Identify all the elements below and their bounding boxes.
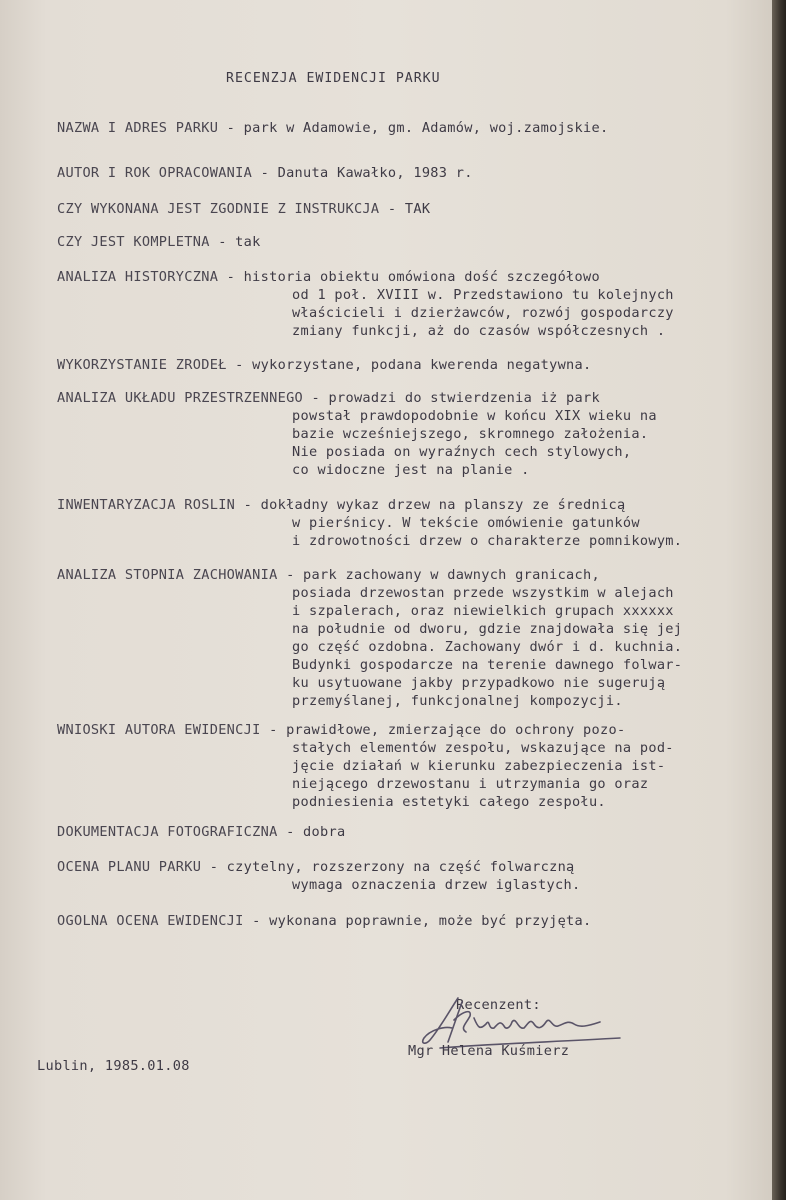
park-plan-line: [57, 858, 575, 876]
historical-analysis-text: - historia obiektu omówiona dość szczegółowo: [218, 269, 600, 285]
complete-line: [57, 233, 261, 251]
preservation-heading: ANALIZA STOPNIA ZACHOWANIA: [57, 567, 278, 583]
conclusions-text: - prawidłowe, zmierzające do ochrony pozo-: [260, 722, 626, 738]
park-plan-heading: OCENA PLANU PARKU: [57, 859, 202, 875]
author-heading: AUTOR I ROK OPRACOWANIA: [57, 165, 253, 181]
page-edge-shadow: [772, 0, 786, 1200]
reviewer-label: Recenzent:: [456, 997, 541, 1013]
author-value: - Danuta Kawałko, 1983 r.: [252, 165, 473, 181]
conclusions-cont-3: niejącego drzewostanu i utrzymania go oraz: [292, 776, 649, 792]
reviewer-name: Mgr Helena Kuśmierz: [408, 1043, 570, 1059]
park-name-value: - park w Adamowie, gm. Adamów, woj.zamojskie.: [218, 120, 609, 136]
historical-analysis-cont-3: zmiany funkcji, aż do czasów współczesnych .: [292, 323, 666, 339]
plant-inventory-heading: INWENTARYZACJA ROSLIN: [57, 497, 236, 513]
preservation-line: [57, 566, 600, 584]
complete-heading: CZY JEST KOMPLETNA: [57, 234, 210, 250]
park-name-heading: NAZWA I ADRES PARKU: [57, 120, 219, 136]
sources-heading: WYKORZYSTANIE ZRODEŁ: [57, 357, 227, 373]
preservation-cont-4: go część ozdobna. Zachowany dwór i d. kuchnia.: [292, 639, 683, 655]
preservation-cont-6: ku usytuowane jakby przypadkowo nie sugerują: [292, 675, 666, 691]
preservation-cont-7: przemyślanej, funkcjonalnej kompozycji.: [292, 693, 623, 709]
historical-analysis-cont-2: właścicieli i dzierżawców, rozwój gospodarczy: [292, 305, 674, 321]
instruction-heading: CZY WYKONANA JEST ZGODNIE Z INSTRUKCJA: [57, 201, 380, 217]
park-plan-cont-1: wymaga oznaczenia drzew iglastych.: [292, 877, 581, 893]
park-name-line: [57, 119, 608, 137]
sources-line: [57, 356, 592, 374]
spatial-analysis-cont-1: powstał prawdopodobnie w końcu XIX wieku na: [292, 408, 657, 424]
complete-value: - tak: [209, 234, 261, 250]
historical-analysis-line: [57, 268, 600, 286]
conclusions-cont-1: stałych elementów zespołu, wskazujące na pod-: [292, 740, 674, 756]
conclusions-cont-2: jęcie działań w kierunku zabezpieczenia ist-: [292, 758, 666, 774]
document-title: RECENZJA EWIDENCJI PARKU: [226, 71, 441, 86]
spatial-analysis-text: - prowadzi do stwierdzenia iż park: [303, 390, 600, 406]
sources-value: - wykorzystane, podana kwerenda negatywna.: [226, 357, 592, 373]
overall-assessment-heading: OGOLNA OCENA EWIDENCJI: [57, 913, 244, 929]
instruction-line: [57, 200, 430, 218]
plant-inventory-line: [57, 496, 625, 514]
conclusions-cont-4: podniesienia estetyki całego zespołu.: [292, 794, 606, 810]
spatial-analysis-heading: ANALIZA UKŁADU PRZESTRZENNEGO: [57, 390, 304, 406]
conclusions-heading: WNIOSKI AUTORA EWIDENCJI: [57, 722, 261, 738]
overall-assessment-line: [57, 912, 592, 930]
author-line: [57, 164, 473, 182]
overall-assessment-value: - wykonana poprawnie, może być przyjęta.: [243, 913, 592, 929]
historical-analysis-heading: ANALIZA HISTORYCZNA: [57, 269, 219, 285]
plant-inventory-cont-2: i zdrowotności drzew o charakterze pomnikowym.: [292, 533, 683, 549]
photo-documentation-value: - dobra: [277, 824, 346, 840]
photo-documentation-line: [57, 823, 345, 841]
preservation-cont-5: Budynki gospodarcze na terenie dawnego folwar-: [292, 657, 683, 673]
photo-documentation-heading: DOKUMENTACJA FOTOGRAFICZNA: [57, 824, 278, 840]
preservation-cont-3: na południe od dworu, gdzie znajdowała się jej: [292, 621, 683, 637]
conclusions-line: [57, 721, 625, 739]
spatial-analysis-line: [57, 389, 600, 407]
park-plan-text: - czytelny, rozszerzony na część folwarczną: [201, 859, 575, 875]
instruction-value: - TAK: [379, 201, 431, 217]
spatial-analysis-cont-2: bazie wcześniejszego, skromnego założenia.: [292, 426, 649, 442]
spatial-analysis-cont-4: co widoczne jest na planie .: [292, 462, 530, 478]
spatial-analysis-cont-3: Nie posiada on wyraźnych cech stylowych,: [292, 444, 632, 460]
preservation-cont-2: i szpalerach, oraz niewielkich grupach xxxxxx: [292, 603, 674, 619]
plant-inventory-text: - dokładny wykaz drzew na planszy ze średnicą: [235, 497, 626, 513]
preservation-text: - park zachowany w dawnych granicach,: [277, 567, 600, 583]
historical-analysis-cont-1: od 1 poł. XVIII w. Przedstawiono tu kolejnych: [292, 287, 674, 303]
plant-inventory-cont-1: w pierśnicy. W tekście omówienie gatunków: [292, 515, 640, 531]
preservation-cont-1: posiada drzewostan przede wszystkim w alejach: [292, 585, 674, 601]
place-and-date: Lublin, 1985.01.08: [37, 1058, 190, 1074]
